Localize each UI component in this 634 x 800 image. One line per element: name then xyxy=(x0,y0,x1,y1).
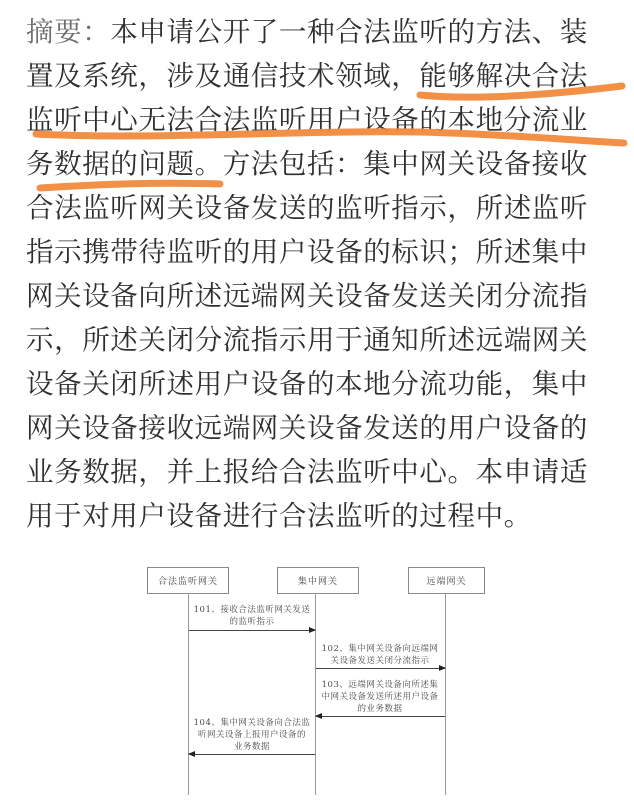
highlighted-text: 务数据的问题。 xyxy=(26,148,223,180)
message-text: 听网关设备上报用户设备的 xyxy=(197,730,306,740)
message-103-arrow xyxy=(316,716,445,717)
message-101-label xyxy=(190,604,314,628)
abstract-line-4 xyxy=(26,142,616,186)
message-104-arrow xyxy=(189,754,315,755)
text-span: 本申请公开了一种合法监听的方法、装 xyxy=(110,16,589,48)
lifeline-lawful-intercept-gateway xyxy=(188,593,189,795)
message-text: 103、远端网关设备向所述集 xyxy=(321,680,439,690)
abstract-line-10: 网关设备接收远端网关设备发送的用户设备的 xyxy=(26,412,588,444)
message-text: 的业务数据 xyxy=(357,704,403,714)
abstract-line-7: 网关设备向所述远端网关设备发送关闭分流指 xyxy=(26,280,588,312)
abstract-line-6: 指示携带待监听的用户设备的标识；所述集中 xyxy=(26,236,588,268)
message-text: 业务数据 xyxy=(233,742,270,752)
lifeline-remote-gateway xyxy=(445,593,446,795)
message-text: 的监听指示 xyxy=(229,617,275,627)
lifeline-central-gateway xyxy=(315,593,316,795)
abstract-label: 摘要： xyxy=(26,16,111,48)
text-span: 置及系统，涉及通信技术领域， xyxy=(26,60,420,92)
participant-lawful-intercept-gateway: 合法监听网关 xyxy=(147,567,229,594)
message-text: 关设备发送关闭分流指示 xyxy=(330,656,430,666)
message-103-label xyxy=(316,679,444,715)
message-101-arrow xyxy=(189,630,315,631)
message-104-label xyxy=(190,717,314,753)
abstract-line-3 xyxy=(26,98,616,142)
message-102-arrow xyxy=(316,668,445,669)
highlighted-text: 能够解决合法 xyxy=(419,60,589,92)
highlighted-text: 监听中心无法合法监听用户设备的本地分流业 xyxy=(26,104,588,136)
abstract-line-11: 业务数据，并上报给合法监听中心。本申请适 xyxy=(26,456,588,488)
text-span: 方法包括：集中网关设备接收 xyxy=(222,148,589,180)
message-102-label xyxy=(316,643,444,667)
message-text: 104、集中网关设备向合法监 xyxy=(193,718,311,728)
abstract-line-12: 用于对用户设备进行合法监听的过程中。 xyxy=(26,500,532,532)
message-text: 中网关设备发送所述用户设备 xyxy=(321,692,439,702)
abstract-line-9: 设备关闭所述用户设备的本地分流功能，集中 xyxy=(26,368,588,400)
abstract-line-2 xyxy=(26,54,616,98)
participant-remote-gateway: 远端网关 xyxy=(408,567,485,594)
abstract-text xyxy=(26,10,616,538)
message-text: 102、集中网关设备向远端网 xyxy=(321,644,439,654)
participant-central-gateway: 集中网关 xyxy=(277,567,359,594)
abstract-line-1 xyxy=(26,10,616,54)
abstract-line-8: 示，所述关闭分流指示用于通知所述远端网关 xyxy=(26,324,588,356)
message-text: 101、接收合法监听网关发送 xyxy=(193,605,311,615)
abstract-line-5: 合法监听网关设备发送的监听指示，所述监听 xyxy=(26,192,588,224)
